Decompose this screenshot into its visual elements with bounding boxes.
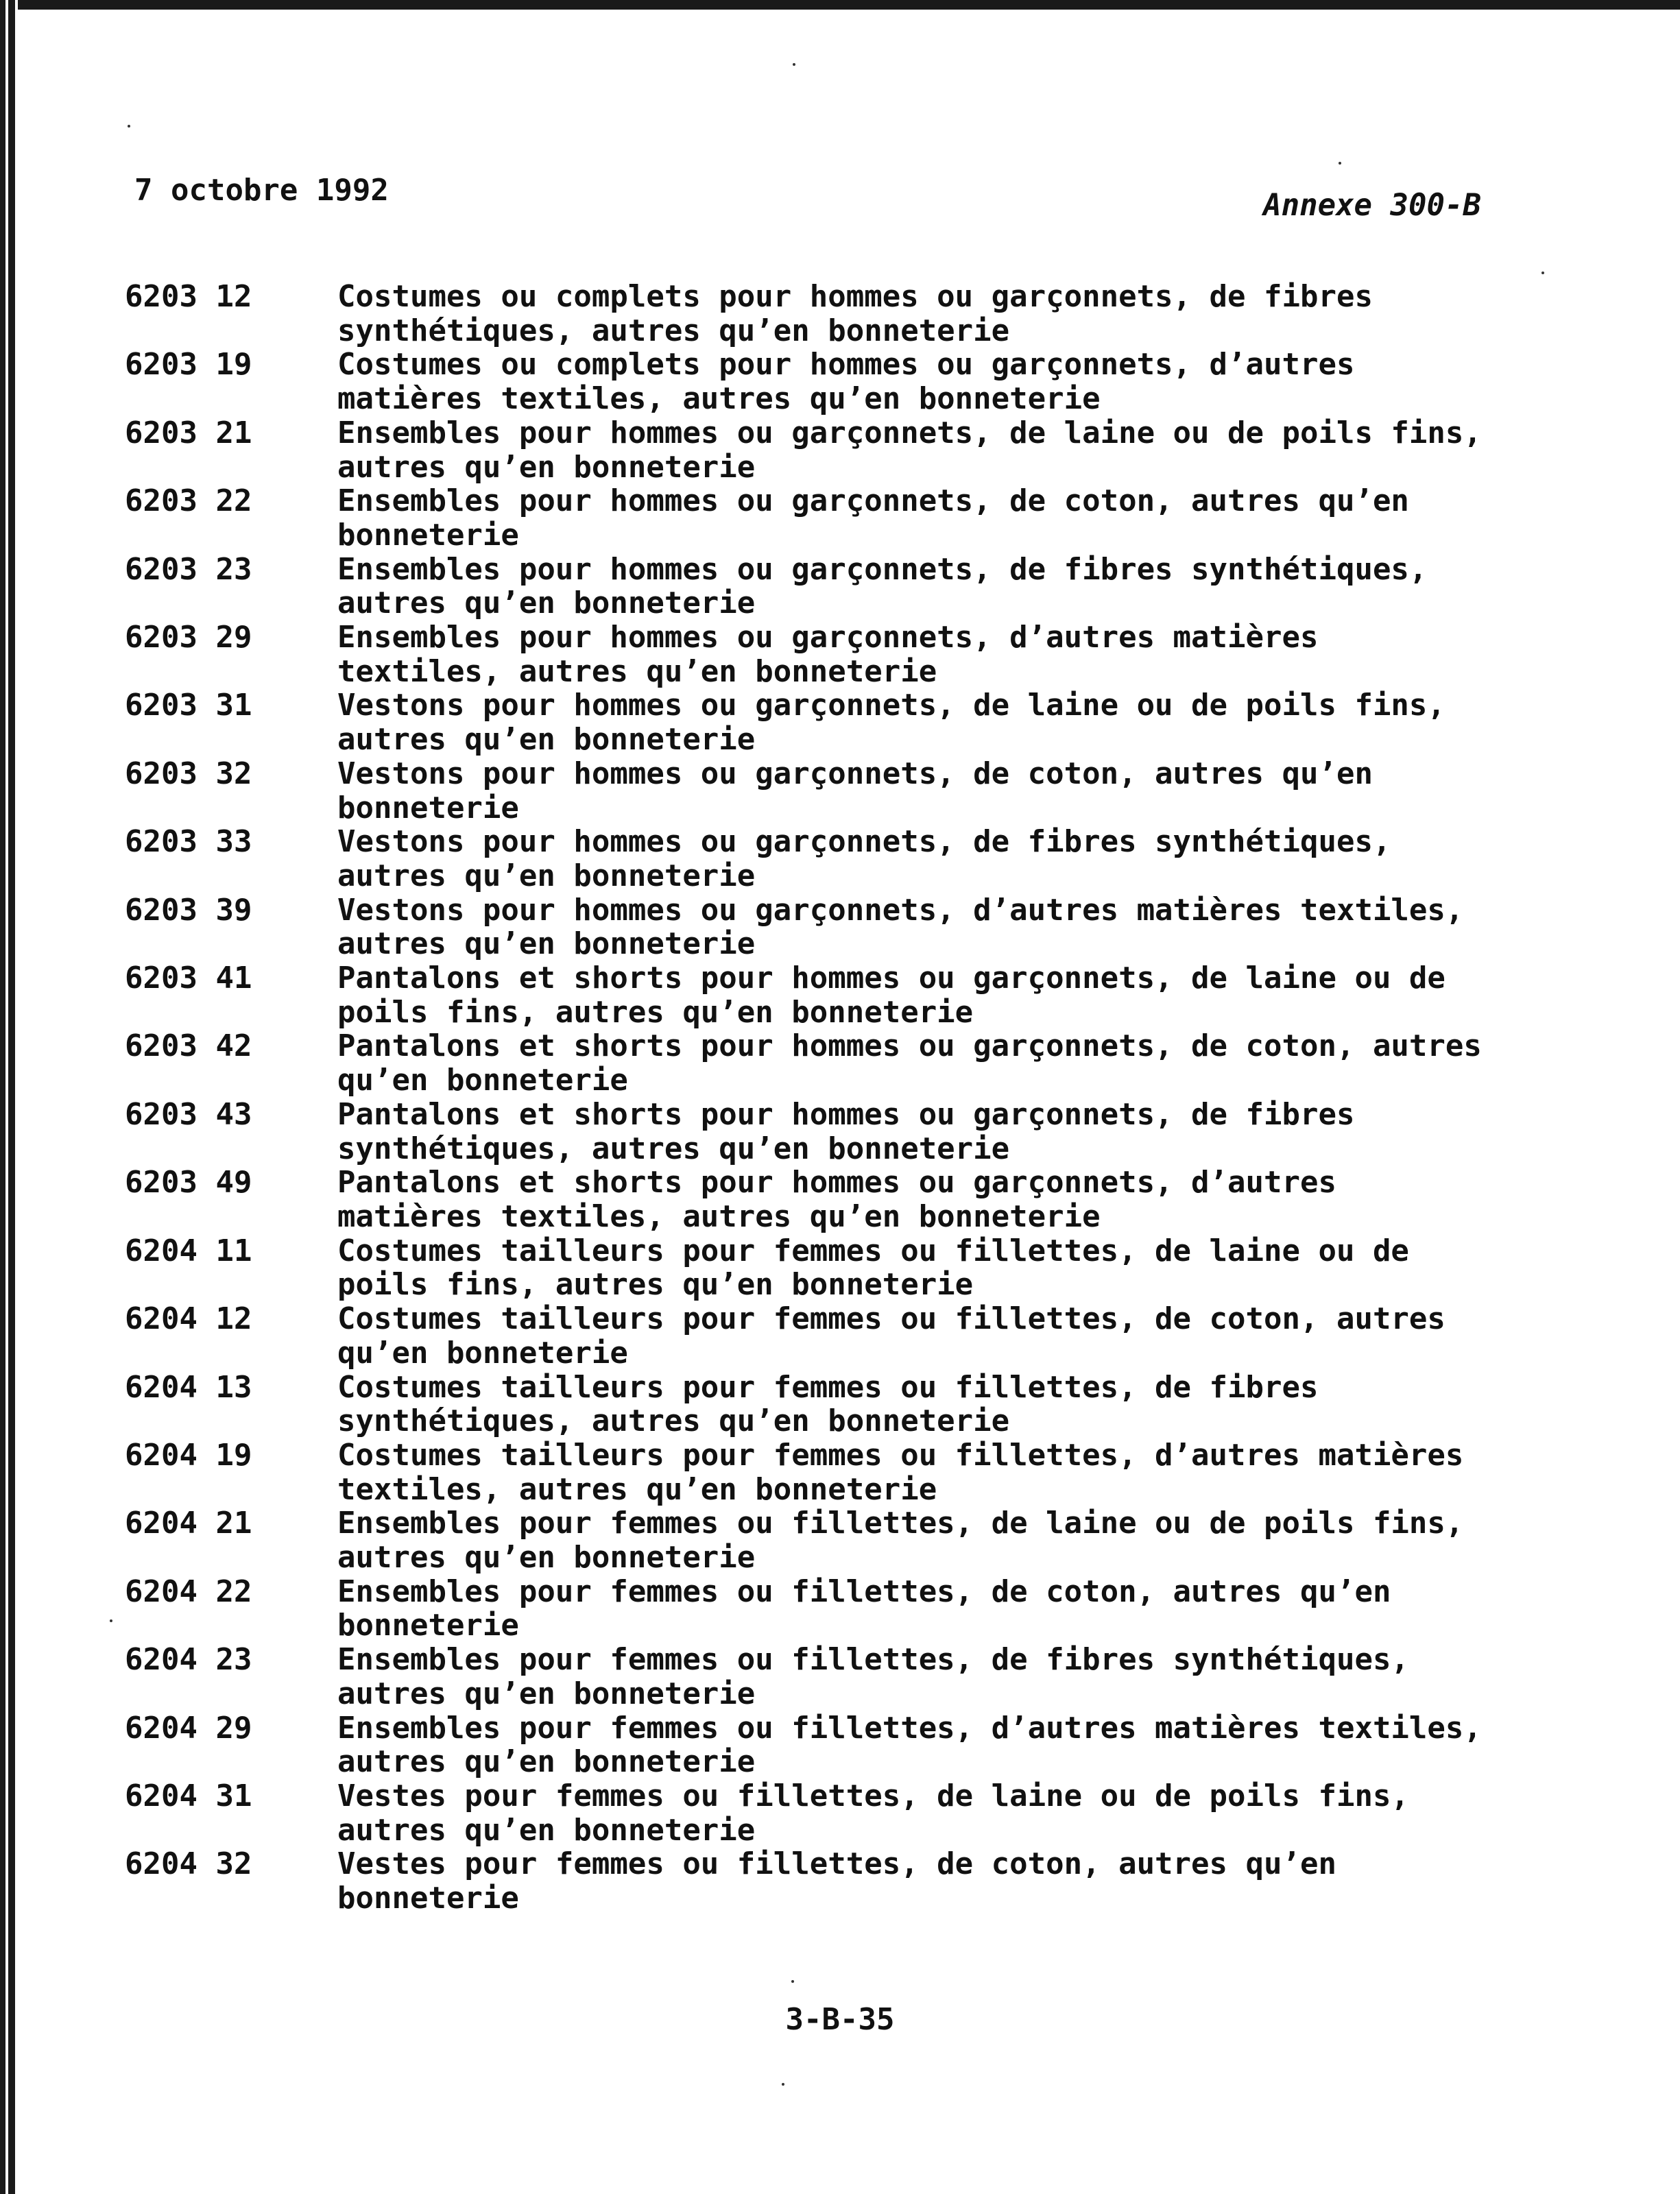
tariff-entry [125,1371,1489,1438]
tariff-description: Ensembles pour femmes ou fillettes, de laine ou de poils fins, autres qu’en bonneterie [337,1506,1464,1576]
document-date: 7 octobre 1992 [134,173,389,208]
tariff-description: Vestes pour femmes ou fillettes, de coton, autres qu’en bonneterie [337,1846,1336,1916]
tariff-entry [125,688,1489,756]
tariff-description: Pantalons et shorts pour hommes ou garçonnets, de laine ou de poils fins, autres qu’en bonneterie [337,961,1445,1030]
tariff-description: Pantalons et shorts pour hommes ou garçonnets, de fibres synthétiques, autres qu’en bonneterie [337,1096,1355,1166]
tariff-description: Pantalons et shorts pour hommes ou garçonnets, de coton, autres qu’en bonneterie [337,1028,1482,1098]
page-number: 3-B-35 [785,2002,895,2037]
tariff-entry [125,1506,1489,1574]
tariff-code: 6204 19 [125,1437,252,1473]
tariff-entry [125,484,1489,552]
tariff-entry [125,280,1489,348]
tariff-description: Costumes ou complets pour hommes ou garçonnets, d’autres matières textiles, autres qu’en bonneterie [337,347,1355,417]
tariff-entry [125,1643,1489,1711]
tariff-code: 6203 43 [125,1096,252,1132]
tariff-code: 6204 32 [125,1846,252,1882]
scan-top-edge [0,0,1680,10]
tariff-code: 6203 41 [125,961,252,996]
tariff-description: Ensembles pour hommes ou garçonnets, de coton, autres qu’en bonneterie [337,483,1409,553]
tariff-description: Costumes tailleurs pour femmes ou fillettes, de fibres synthétiques, autres qu’en bonneterie [337,1369,1319,1439]
tariff-code: 6203 21 [125,415,252,450]
tariff-code: 6204 11 [125,1233,252,1268]
tariff-entry [125,553,1489,620]
tariff-description: Vestons pour hommes ou garçonnets, de laine ou de poils fins, autres qu’en bonneterie [337,688,1445,758]
tariff-code: 6203 22 [125,483,252,519]
tariff-entry [125,1575,1489,1643]
scan-speck [128,125,130,128]
tariff-entry [125,1302,1489,1370]
tariff-description: Vestons pour hommes ou garçonnets, de fibres synthétiques, autres qu’en bonneterie [337,824,1391,893]
tariff-code: 6204 31 [125,1778,252,1813]
tariff-entry [125,825,1489,893]
scan-speck [782,2083,784,2086]
tariff-description: Ensembles pour femmes ou fillettes, d’autres matières textiles, autres qu’en bonneterie [337,1710,1482,1780]
tariff-description: Ensembles pour hommes ou garçonnets, de laine ou de poils fins, autres qu’en bonneterie [337,415,1482,485]
tariff-description: Costumes tailleurs pour femmes ou fillettes, d’autres matières textiles, autres qu’en bonneterie [337,1437,1464,1507]
tariff-entry [125,961,1489,1029]
tariff-description: Ensembles pour femmes ou fillettes, de coton, autres qu’en bonneterie [337,1574,1391,1643]
tariff-code: 6204 23 [125,1642,252,1678]
tariff-description: Pantalons et shorts pour hommes ou garçonnets, d’autres matières textiles, autres qu’en bonneterie [337,1165,1336,1234]
tariff-entry [125,1438,1489,1506]
tariff-code: 6203 49 [125,1165,252,1201]
tariff-code: 6203 29 [125,620,252,655]
tariff-code: 6203 19 [125,347,252,383]
tariff-entry [125,1711,1489,1779]
tariff-entry [125,1847,1489,1915]
tariff-description: Ensembles pour hommes ou garçonnets, d’autres matières textiles, autres qu’en bonneterie [337,620,1319,689]
tariff-entry [125,620,1489,688]
tariff-code: 6203 33 [125,824,252,860]
scan-speck [1339,162,1341,165]
tariff-entry [125,757,1489,825]
tariff-description: Costumes tailleurs pour femmes ou fillettes, de laine ou de poils fins, autres qu’en bonneterie [337,1233,1409,1303]
tariff-list [125,280,1489,1916]
scan-speck [110,1619,112,1622]
scan-left-edge [0,0,18,2194]
tariff-code: 6204 13 [125,1369,252,1405]
scan-speck [1541,272,1544,274]
tariff-code: 6203 42 [125,1028,252,1064]
scan-speck [793,63,795,66]
tariff-entry [125,1029,1489,1097]
tariff-code: 6204 22 [125,1574,252,1609]
tariff-entry [125,1234,1489,1302]
tariff-entry [125,348,1489,415]
tariff-description: Vestons pour hommes ou garçonnets, de coton, autres qu’en bonneterie [337,756,1373,825]
tariff-code: 6204 12 [125,1301,252,1337]
tariff-code: 6203 39 [125,892,252,928]
tariff-code: 6203 23 [125,551,252,587]
tariff-entry [125,1166,1489,1233]
tariff-description: Ensembles pour hommes ou garçonnets, de fibres synthétiques, autres qu’en bonneterie [337,551,1428,621]
tariff-code: 6204 21 [125,1506,252,1541]
tariff-code: 6204 29 [125,1710,252,1746]
tariff-description: Ensembles pour femmes ou fillettes, de fibres synthétiques, autres qu’en bonneterie [337,1642,1409,1711]
tariff-entry [125,416,1489,484]
tariff-description: Vestons pour hommes ou garçonnets, d’autres matières textiles, autres qu’en bonneterie [337,892,1464,962]
tariff-entry [125,1098,1489,1166]
annex-label: Annexe 300-B [1263,188,1481,223]
tariff-description: Costumes tailleurs pour femmes ou fillettes, de coton, autres qu’en bonneterie [337,1301,1445,1371]
tariff-description: Vestes pour femmes ou fillettes, de laine ou de poils fins, autres qu’en bonneterie [337,1778,1409,1848]
tariff-code: 6203 31 [125,688,252,723]
scan-speck [791,1980,794,1983]
tariff-code: 6203 32 [125,756,252,791]
tariff-entry [125,1779,1489,1847]
tariff-description: Costumes ou complets pour hommes ou garçonnets, de fibres synthétiques, autres qu’en bonneterie [337,279,1373,348]
tariff-entry [125,893,1489,961]
tariff-code: 6203 12 [125,279,252,314]
